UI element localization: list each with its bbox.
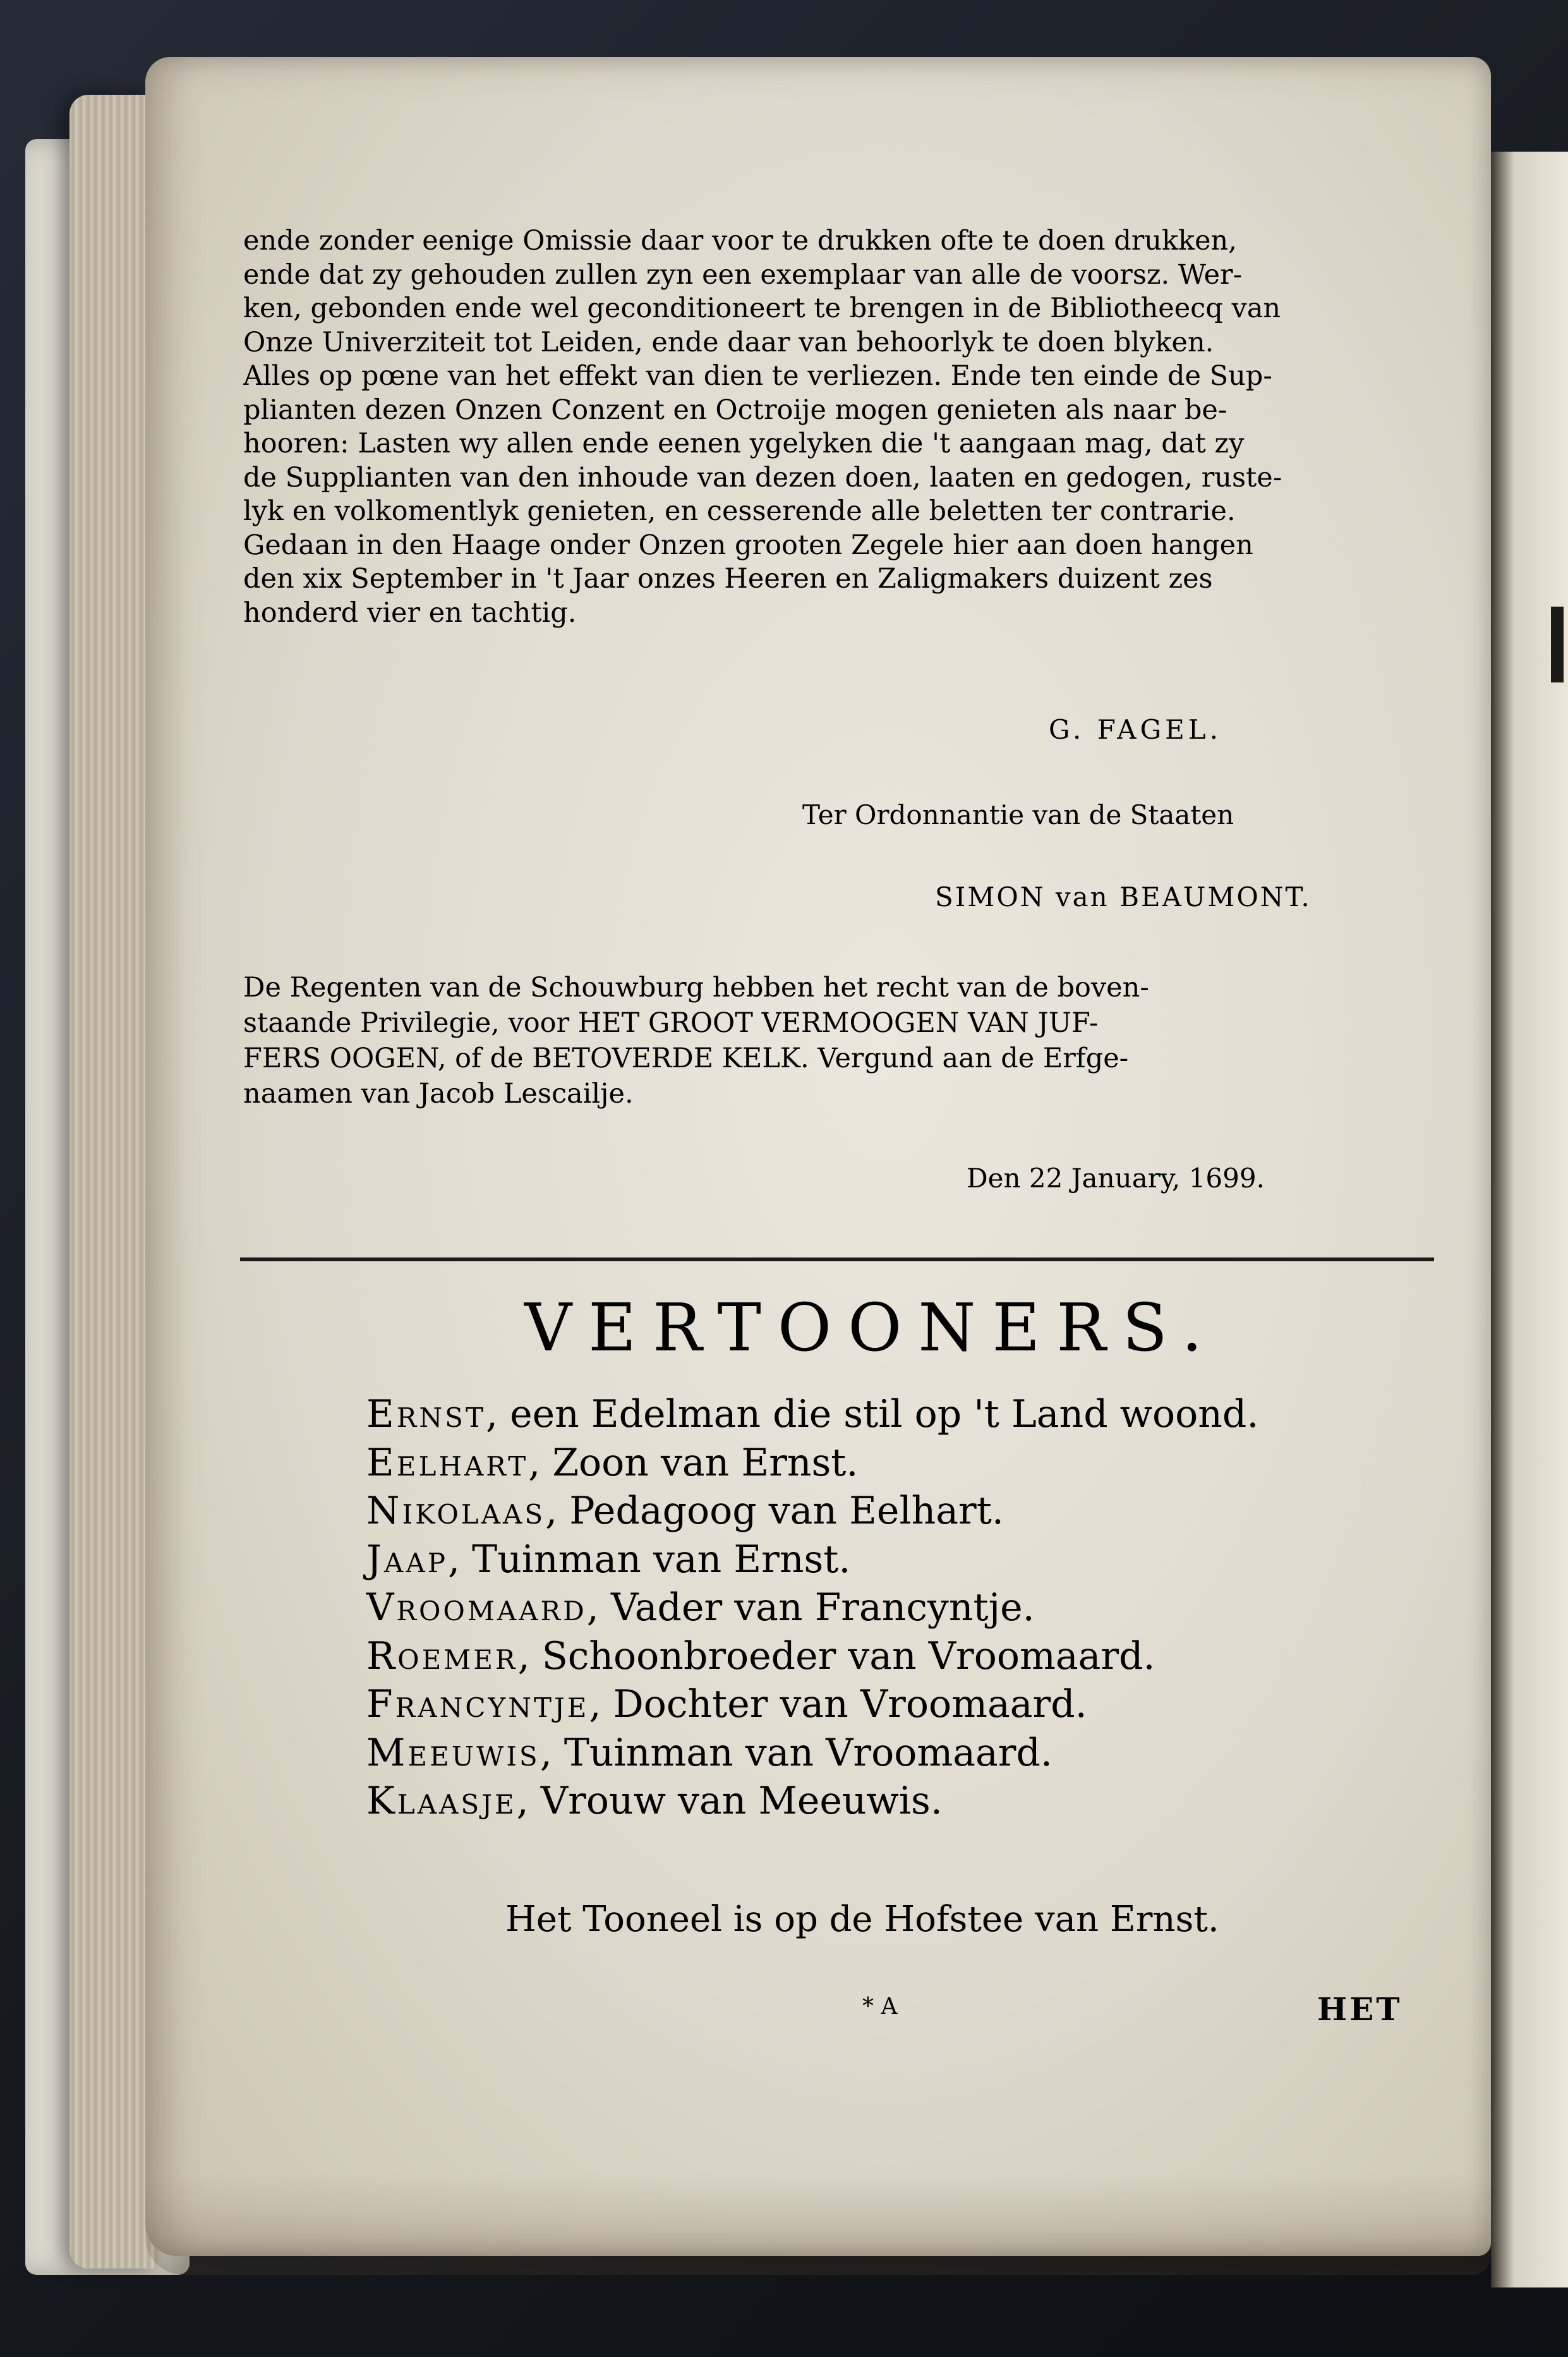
ordonnantie-line: Ter Ordonnantie van de Staaten [802, 799, 1234, 830]
privilege-line: Gedaan in den Haage onder Onzen grooten Zegele hier aan doen hangen [243, 529, 1253, 561]
date-line: Den 22 January, 1699. [967, 1163, 1265, 1194]
note-line: De Regenten van de Schouwburg hebben het recht van de boven- [243, 972, 1149, 1003]
character-description: , Schoonbroeder van Vroomaard. [517, 1633, 1155, 1678]
character-description: , een Edelman die stil op 't Land woond. [485, 1392, 1259, 1436]
rights-note [243, 970, 1431, 1112]
note-line: staande Privilegie, voor HET GROOT VERMOOGEN VAN JUF- [243, 1007, 1099, 1039]
cast-row [366, 1439, 1258, 1488]
character-description: , Dochter van Vroomaard. [589, 1682, 1087, 1726]
cast-row [366, 1487, 1258, 1536]
privilege-line: Onze Univerziteit tot Leiden, ende daar van behoorlyk te doen blyken. [243, 326, 1214, 358]
character-name: Nikolaas [366, 1489, 546, 1533]
privilege-line: ende dat zy gehouden zullen zyn een exemplaar van alle de voorsz. Wer- [243, 258, 1243, 291]
divider-rule [240, 1257, 1434, 1261]
character-name: Francyntje [366, 1682, 589, 1726]
signature-fagel: G. FAGEL. [1049, 714, 1222, 745]
privilege-line: Alles op pœne van het effekt van dien te verliezen. Ende ten einde de Sup- [243, 360, 1272, 392]
note-line: FERS OOGEN, of de BETOVERDE KELK. Vergund aan de Erfge- [243, 1043, 1129, 1074]
cast-list [366, 1390, 1258, 1826]
cast-row [366, 1536, 1258, 1584]
character-name: Meeuwis [366, 1730, 540, 1775]
catchword: HET [1317, 1990, 1402, 2028]
character-name: Vroomaard [366, 1585, 587, 1630]
cast-row [366, 1729, 1258, 1778]
character-name: Klaasje [366, 1779, 517, 1823]
privilege-line: honderd vier en tachtig. [243, 597, 577, 629]
character-description: , Pedagoog van Eelhart. [545, 1489, 1004, 1533]
facing-page-letter [1551, 607, 1564, 682]
character-name: Eelhart [366, 1440, 529, 1485]
privilege-line: den xix September in 't Jaar onzes Heeren en Zaligmakers duizent zes [243, 563, 1213, 595]
signature-mark: * A [862, 1994, 898, 2020]
privilege-line: de Supplianten van den inhoude van dezen doen, laaten en gedogen, ruste- [243, 461, 1282, 494]
character-description: , Tuinman van Ernst. [447, 1537, 851, 1582]
privilege-line: plianten dezen Onzen Conzent en Octroije mogen genieten als naar be- [243, 394, 1227, 426]
facing-page-edge [1491, 152, 1568, 2287]
character-description: , Vader van Francyntje. [586, 1585, 1035, 1630]
signature-beaumont: SIMON van BEAUMONT. [935, 882, 1312, 912]
character-name: Ernst [366, 1392, 486, 1436]
page-stack-edges [69, 95, 158, 2269]
privilege-line: lyk en volkomentlyk genieten, en cesserende alle beletten ter contrarie. [243, 495, 1236, 527]
character-name: Jaap [366, 1537, 448, 1582]
character-name: Roemer [366, 1633, 518, 1678]
privilege-line: hooren: Lasten wy allen ende eenen ygelyken die 't aangaan mag, dat zy [243, 428, 1245, 459]
cast-row [366, 1390, 1258, 1439]
privilege-text [243, 224, 1431, 630]
cast-row [366, 1632, 1258, 1681]
character-description: , Vrouw van Meeuwis. [516, 1779, 943, 1823]
character-description: , Tuinman van Vroomaard. [540, 1730, 1052, 1775]
scene-setting: Het Tooneel is op de Hofstee van Ernst. [505, 1899, 1219, 1940]
privilege-line: ende zonder eenige Omissie daar voor te drukken ofte te doen drukken, [243, 225, 1237, 257]
note-line: naamen van Jacob Lescailje. [243, 1078, 634, 1110]
cast-row [366, 1777, 1258, 1826]
character-description: , Zoon van Ernst. [528, 1440, 859, 1485]
cast-row [366, 1584, 1258, 1632]
page-curl-shadow [145, 2174, 1491, 2275]
cast-heading: VERTOONERS. [524, 1289, 1219, 1366]
privilege-line: ken, gebonden ende wel geconditioneert te brengen in de Bibliotheecq van [243, 293, 1281, 324]
cast-row [366, 1680, 1258, 1729]
